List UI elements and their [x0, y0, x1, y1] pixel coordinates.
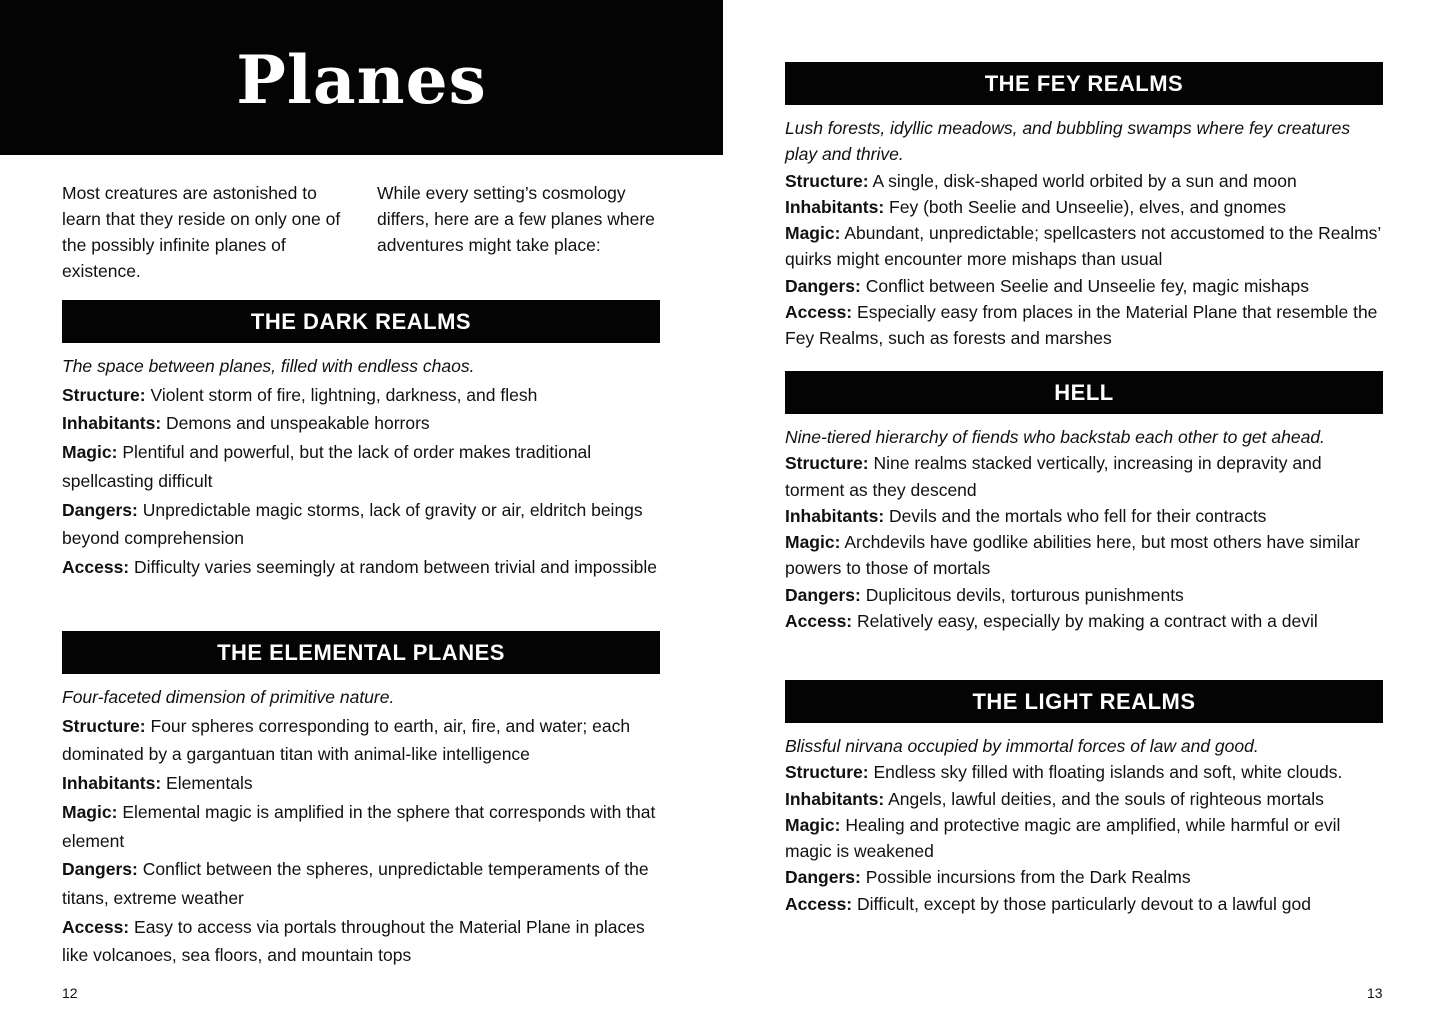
dangers-label: Dangers:	[62, 859, 138, 880]
inhabitants-value: Fey (both Seelie and Unseelie), elves, and gnomes	[889, 196, 1286, 217]
structure-row	[62, 712, 660, 769]
section-tagline: Four-faceted dimension of primitive nature.	[62, 687, 395, 707]
inhabitants-row	[785, 194, 1383, 220]
magic-label: Magic:	[62, 801, 118, 822]
access-row	[785, 891, 1383, 917]
page-title: Planes	[236, 40, 487, 119]
magic-value: Abundant, unpredictable; spellcasters not accustomed to the Realms’ quirks might encounter more mishaps than usual	[785, 223, 1381, 270]
section-heading: THE ELEMENTAL PLANES	[62, 631, 660, 674]
access-value: Difficult, except by those particularly devout to a lawful god	[857, 893, 1311, 914]
structure-value: Four spheres corresponding to earth, air, fire, and water; each dominated by a gargantuan titan with animal-like intelligence	[62, 715, 631, 765]
page-number-right: 13	[1367, 985, 1383, 1001]
access-row	[62, 913, 660, 970]
inhabitants-value: Devils and the mortals who fell for their contracts	[889, 505, 1267, 526]
magic-row	[785, 220, 1383, 273]
title-banner	[0, 0, 723, 155]
section-heading: THE FEY REALMS	[785, 62, 1383, 105]
section-tagline: Blissful nirvana occupied by immortal forces of law and good.	[785, 736, 1259, 756]
structure-value: Nine realms stacked vertically, increasing in depravity and torment as they descend	[785, 453, 1322, 500]
access-row	[785, 299, 1383, 352]
structure-row	[785, 168, 1383, 194]
section-elemental-planes	[62, 631, 660, 970]
section-heading: THE DARK REALMS	[62, 300, 660, 343]
magic-row	[785, 529, 1383, 582]
access-value: Easy to access via portals throughout the Material Plane in places like volcanoes, sea floors, and mountain tops	[62, 916, 645, 966]
section-dark-realms	[62, 300, 660, 582]
dangers-row	[785, 864, 1383, 890]
dangers-row	[785, 582, 1383, 608]
section-tagline: The space between planes, filled with endless chaos.	[62, 356, 475, 376]
inhabitants-label: Inhabitants:	[785, 196, 885, 217]
dangers-label: Dangers:	[785, 584, 861, 605]
access-label: Access:	[62, 916, 130, 937]
inhabitants-label: Inhabitants:	[62, 413, 162, 434]
structure-row	[62, 381, 660, 410]
section-tagline: Lush forests, idyllic meadows, and bubbling swamps where fey creatures play and thrive.	[785, 118, 1351, 165]
magic-label: Magic:	[785, 532, 841, 553]
access-label: Access:	[785, 611, 853, 632]
inhabitants-value: Angels, lawful deities, and the souls of righteous mortals	[888, 788, 1324, 809]
access-label: Access:	[62, 556, 130, 577]
intro-paragraph-2: While every setting’s cosmology differs, here are a few planes where adventures might take place:	[377, 183, 655, 255]
structure-value: Endless sky filled with floating islands and soft, white clouds.	[873, 762, 1343, 783]
inhabitants-row	[785, 786, 1383, 812]
structure-row	[785, 450, 1383, 503]
magic-label: Magic:	[785, 223, 841, 244]
inhabitants-row	[62, 769, 660, 798]
section-heading: HELL	[785, 371, 1383, 414]
dangers-value: Possible incursions from the Dark Realms	[865, 867, 1191, 888]
access-label: Access:	[785, 302, 853, 323]
magic-value: Healing and protective magic are amplified, while harmful or evil magic is weakened	[785, 814, 1341, 862]
access-value: Difficulty varies seemingly at random between trivial and impossible	[134, 556, 657, 577]
magic-value: Archdevils have godlike abilities here, but most others have similar powers to those of mortals	[785, 532, 1360, 579]
dangers-row	[62, 855, 660, 912]
inhabitants-label: Inhabitants:	[785, 505, 885, 526]
magic-value: Elemental magic is amplified in the sphere that corresponds with that element	[62, 801, 656, 851]
structure-value: A single, disk-shaped world orbited by a sun and moon	[872, 170, 1297, 191]
structure-label: Structure:	[785, 453, 869, 474]
page-number-left: 12	[62, 985, 78, 1001]
inhabitants-row	[62, 409, 660, 438]
section-light-realms	[785, 680, 1383, 917]
dangers-value: Conflict between Seelie and Unseelie fey, magic mishaps	[865, 275, 1309, 296]
intro-paragraph-1: Most creatures are astonished to learn that they reside on only one of the possibly infinite planes of existence.	[62, 183, 341, 281]
dangers-label: Dangers:	[62, 499, 138, 520]
magic-row	[62, 798, 660, 855]
section-fey-realms	[785, 62, 1383, 352]
access-value: Relatively easy, especially by making a contract with a devil	[857, 611, 1318, 632]
dangers-label: Dangers:	[785, 275, 861, 296]
magic-value: Plentiful and powerful, but the lack of order makes traditional spellcasting difficult	[62, 442, 592, 491]
dangers-row	[62, 496, 660, 553]
structure-label: Structure:	[785, 170, 869, 191]
inhabitants-value: Demons and unspeakable horrors	[166, 413, 430, 434]
inhabitants-row	[785, 503, 1383, 529]
inhabitants-value: Elementals	[166, 773, 253, 794]
access-value: Especially easy from places in the Material Plane that resemble the Fey Realms, such as forests and marshes	[785, 302, 1378, 349]
dangers-row	[785, 273, 1383, 299]
dangers-value: Unpredictable magic storms, lack of gravity or air, eldritch beings beyond comprehension	[62, 499, 643, 549]
structure-label: Structure:	[62, 384, 146, 405]
dangers-value: Conflict between the spheres, unpredictable temperaments of the titans, extreme weather	[62, 859, 649, 908]
access-label: Access:	[785, 893, 853, 914]
section-heading: THE LIGHT REALMS	[785, 680, 1383, 723]
magic-label: Magic:	[62, 442, 118, 463]
access-row	[785, 608, 1383, 634]
inhabitants-label: Inhabitants:	[785, 788, 885, 809]
structure-value: Violent storm of fire, lightning, darkness, and flesh	[150, 384, 538, 405]
section-hell	[785, 371, 1383, 634]
magic-row	[785, 812, 1383, 865]
magic-row	[62, 438, 660, 495]
structure-label: Structure:	[62, 715, 146, 736]
structure-row	[785, 759, 1383, 785]
structure-label: Structure:	[785, 762, 869, 783]
dangers-label: Dangers:	[785, 867, 861, 888]
magic-label: Magic:	[785, 814, 841, 835]
inhabitants-label: Inhabitants:	[62, 773, 162, 794]
dangers-value: Duplicitous devils, torturous punishments	[865, 584, 1184, 605]
access-row	[62, 553, 660, 582]
section-tagline: Nine-tiered hierarchy of fiends who backstab each other to get ahead.	[785, 427, 1325, 447]
